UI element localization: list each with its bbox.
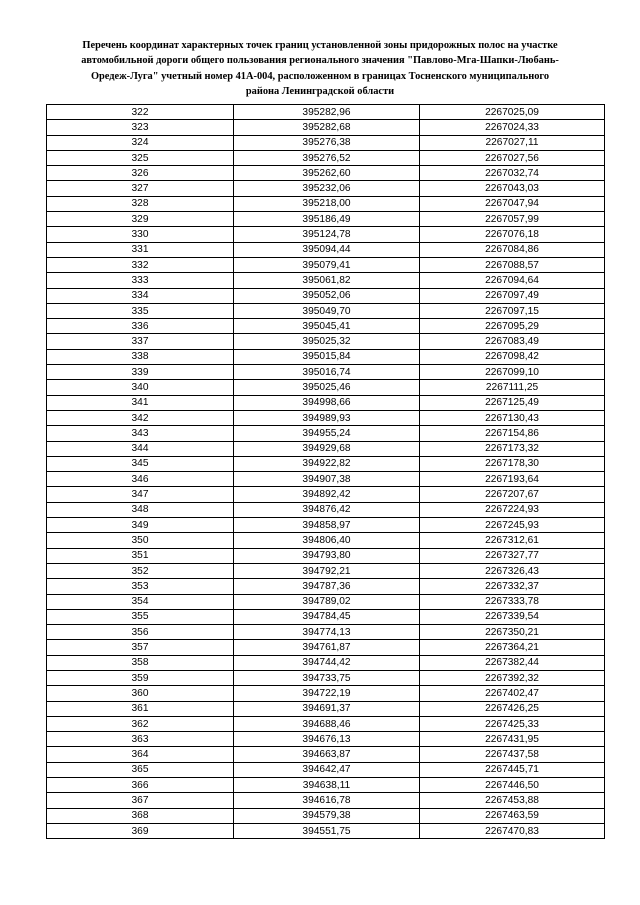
y-coordinate-cell: 2267350,21 [420,625,605,640]
point-number-cell: 352 [47,563,234,578]
y-coordinate-cell: 2267463,59 [420,808,605,823]
point-number-cell: 330 [47,227,234,242]
x-coordinate-cell: 394907,38 [234,472,420,487]
x-coordinate-cell: 394761,87 [234,640,420,655]
x-coordinate-cell: 395049,70 [234,303,420,318]
y-coordinate-cell: 2267098,42 [420,349,605,364]
table-row [47,594,605,609]
table-row [47,196,605,211]
y-coordinate-cell: 2267193,64 [420,472,605,487]
table-row [47,472,605,487]
x-coordinate-cell: 394638,11 [234,778,420,793]
point-number-cell: 334 [47,288,234,303]
x-coordinate-cell: 395262,60 [234,166,420,181]
table-row [47,778,605,793]
title-line: района Ленинградской области [245,86,395,98]
table-row [47,150,605,165]
table-row [47,395,605,410]
x-coordinate-cell: 394858,97 [234,518,420,533]
y-coordinate-cell: 2267431,95 [420,732,605,747]
table-row [47,625,605,640]
x-coordinate-cell: 395025,32 [234,334,420,349]
point-number-cell: 338 [47,349,234,364]
x-coordinate-cell: 394792,21 [234,563,420,578]
y-coordinate-cell: 2267392,32 [420,670,605,685]
y-coordinate-cell: 2267097,15 [420,303,605,318]
x-coordinate-cell: 394892,42 [234,487,420,502]
table-row [47,181,605,196]
table-row [47,655,605,670]
point-number-cell: 348 [47,502,234,517]
x-coordinate-cell: 395282,68 [234,120,420,135]
x-coordinate-cell: 395025,46 [234,380,420,395]
point-number-cell: 346 [47,472,234,487]
point-number-cell: 362 [47,716,234,731]
point-number-cell: 325 [47,150,234,165]
y-coordinate-cell: 2267207,67 [420,487,605,502]
x-coordinate-cell: 395124,78 [234,227,420,242]
x-coordinate-cell: 394789,02 [234,594,420,609]
table-row [47,441,605,456]
table-row [47,166,605,181]
x-coordinate-cell: 394806,40 [234,533,420,548]
table-row [47,808,605,823]
point-number-cell: 333 [47,273,234,288]
x-coordinate-cell: 394787,36 [234,579,420,594]
x-coordinate-cell: 395218,00 [234,196,420,211]
y-coordinate-cell: 2267095,29 [420,319,605,334]
point-number-cell: 345 [47,456,234,471]
y-coordinate-cell: 2267245,93 [420,518,605,533]
x-coordinate-cell: 394929,68 [234,441,420,456]
table-row [47,334,605,349]
point-number-cell: 350 [47,533,234,548]
y-coordinate-cell: 2267032,74 [420,166,605,181]
point-number-cell: 324 [47,135,234,150]
point-number-cell: 357 [47,640,234,655]
table-row [47,533,605,548]
x-coordinate-cell: 394744,42 [234,655,420,670]
x-coordinate-cell: 394998,66 [234,395,420,410]
table-row [47,120,605,135]
y-coordinate-cell: 2267425,33 [420,716,605,731]
x-coordinate-cell: 395079,41 [234,257,420,272]
y-coordinate-cell: 2267084,86 [420,242,605,257]
y-coordinate-cell: 2267088,57 [420,257,605,272]
point-number-cell: 369 [47,823,234,838]
y-coordinate-cell: 2267094,64 [420,273,605,288]
table-row [47,686,605,701]
point-number-cell: 365 [47,762,234,777]
table-row [47,303,605,318]
point-number-cell: 344 [47,441,234,456]
point-number-cell: 367 [47,793,234,808]
x-coordinate-cell: 394691,37 [234,701,420,716]
y-coordinate-cell: 2267097,49 [420,288,605,303]
point-number-cell: 366 [47,778,234,793]
x-coordinate-cell: 395232,06 [234,181,420,196]
x-coordinate-cell: 395061,82 [234,273,420,288]
table-row [47,518,605,533]
point-number-cell: 326 [47,166,234,181]
table-row [47,349,605,364]
table-row [47,502,605,517]
y-coordinate-cell: 2267426,25 [420,701,605,716]
y-coordinate-cell: 2267326,43 [420,563,605,578]
table-row [47,227,605,242]
table-row [47,670,605,685]
point-number-cell: 322 [47,105,234,120]
y-coordinate-cell: 2267178,30 [420,456,605,471]
table-row [47,579,605,594]
y-coordinate-cell: 2267445,71 [420,762,605,777]
x-coordinate-cell: 394989,93 [234,410,420,425]
document-title [40,38,600,100]
point-number-cell: 354 [47,594,234,609]
point-number-cell: 361 [47,701,234,716]
point-number-cell: 347 [47,487,234,502]
table-row [47,242,605,257]
title-line: Оредеж-Луга" учетный номер 41А-004, расположенном в границах Тосненского муниципального [90,70,550,82]
coordinates-table-body [47,105,605,839]
point-number-cell: 359 [47,670,234,685]
table-row [47,288,605,303]
y-coordinate-cell: 2267402,47 [420,686,605,701]
point-number-cell: 336 [47,319,234,334]
point-number-cell: 353 [47,579,234,594]
point-number-cell: 323 [47,120,234,135]
point-number-cell: 332 [47,257,234,272]
y-coordinate-cell: 2267057,99 [420,212,605,227]
coordinates-table [46,104,605,839]
x-coordinate-cell: 394676,13 [234,732,420,747]
x-coordinate-cell: 394733,75 [234,670,420,685]
title-line: Перечень координат характерных точек границ установленной зоны придорожных полос на участке [82,40,558,51]
table-row [47,716,605,731]
table-row [47,747,605,762]
table-row [47,105,605,120]
y-coordinate-cell: 2267154,86 [420,426,605,441]
point-number-cell: 358 [47,655,234,670]
y-coordinate-cell: 2267099,10 [420,365,605,380]
y-coordinate-cell: 2267043,03 [420,181,605,196]
table-row [47,732,605,747]
y-coordinate-cell: 2267333,78 [420,594,605,609]
x-coordinate-cell: 394722,19 [234,686,420,701]
table-row [47,257,605,272]
point-number-cell: 360 [47,686,234,701]
point-number-cell: 327 [47,181,234,196]
table-row [47,609,605,624]
x-coordinate-cell: 394876,42 [234,502,420,517]
x-coordinate-cell: 395186,49 [234,212,420,227]
y-coordinate-cell: 2267173,32 [420,441,605,456]
point-number-cell: 355 [47,609,234,624]
point-number-cell: 343 [47,426,234,441]
y-coordinate-cell: 2267224,93 [420,502,605,517]
table-row [47,365,605,380]
table-row [47,212,605,227]
y-coordinate-cell: 2267339,54 [420,609,605,624]
point-number-cell: 328 [47,196,234,211]
y-coordinate-cell: 2267453,88 [420,793,605,808]
table-row [47,135,605,150]
table-row [47,273,605,288]
y-coordinate-cell: 2267382,44 [420,655,605,670]
y-coordinate-cell: 2267312,61 [420,533,605,548]
x-coordinate-cell: 395016,74 [234,365,420,380]
x-coordinate-cell: 394579,38 [234,808,420,823]
point-number-cell: 342 [47,410,234,425]
y-coordinate-cell: 2267047,94 [420,196,605,211]
x-coordinate-cell: 395276,38 [234,135,420,150]
y-coordinate-cell: 2267125,49 [420,395,605,410]
y-coordinate-cell: 2267027,56 [420,150,605,165]
table-row [47,823,605,838]
point-number-cell: 339 [47,365,234,380]
point-number-cell: 335 [47,303,234,318]
y-coordinate-cell: 2267364,21 [420,640,605,655]
point-number-cell: 368 [47,808,234,823]
y-coordinate-cell: 2267437,58 [420,747,605,762]
x-coordinate-cell: 394663,87 [234,747,420,762]
point-number-cell: 349 [47,518,234,533]
x-coordinate-cell: 394793,80 [234,548,420,563]
x-coordinate-cell: 395045,41 [234,319,420,334]
y-coordinate-cell: 2267111,25 [420,380,605,395]
point-number-cell: 351 [47,548,234,563]
table-row [47,640,605,655]
y-coordinate-cell: 2267130,43 [420,410,605,425]
table-row [47,793,605,808]
table-row [47,410,605,425]
x-coordinate-cell: 395276,52 [234,150,420,165]
y-coordinate-cell: 2267446,50 [420,778,605,793]
point-number-cell: 356 [47,625,234,640]
table-row [47,762,605,777]
x-coordinate-cell: 394784,45 [234,609,420,624]
x-coordinate-cell: 395282,96 [234,105,420,120]
x-coordinate-cell: 394551,75 [234,823,420,838]
table-row [47,456,605,471]
y-coordinate-cell: 2267083,49 [420,334,605,349]
point-number-cell: 331 [47,242,234,257]
table-row [47,426,605,441]
y-coordinate-cell: 2267332,37 [420,579,605,594]
x-coordinate-cell: 395094,44 [234,242,420,257]
point-number-cell: 364 [47,747,234,762]
table-row [47,548,605,563]
y-coordinate-cell: 2267327,77 [420,548,605,563]
x-coordinate-cell: 394955,24 [234,426,420,441]
table-row [47,563,605,578]
table-row [47,319,605,334]
x-coordinate-cell: 394774,13 [234,625,420,640]
point-number-cell: 340 [47,380,234,395]
point-number-cell: 337 [47,334,234,349]
table-row [47,701,605,716]
x-coordinate-cell: 395052,06 [234,288,420,303]
x-coordinate-cell: 394922,82 [234,456,420,471]
y-coordinate-cell: 2267027,11 [420,135,605,150]
y-coordinate-cell: 2267024,33 [420,120,605,135]
table-row [47,380,605,395]
point-number-cell: 329 [47,212,234,227]
table-row [47,487,605,502]
x-coordinate-cell: 394616,78 [234,793,420,808]
title-line: автомобильной дороги общего пользования регионального значения "Павлово-Мга-Шапки-Любань- [81,55,559,67]
y-coordinate-cell: 2267076,18 [420,227,605,242]
x-coordinate-cell: 394688,46 [234,716,420,731]
point-number-cell: 341 [47,395,234,410]
x-coordinate-cell: 394642,47 [234,762,420,777]
point-number-cell: 363 [47,732,234,747]
x-coordinate-cell: 395015,84 [234,349,420,364]
y-coordinate-cell: 2267470,83 [420,823,605,838]
y-coordinate-cell: 2267025,09 [420,105,605,120]
